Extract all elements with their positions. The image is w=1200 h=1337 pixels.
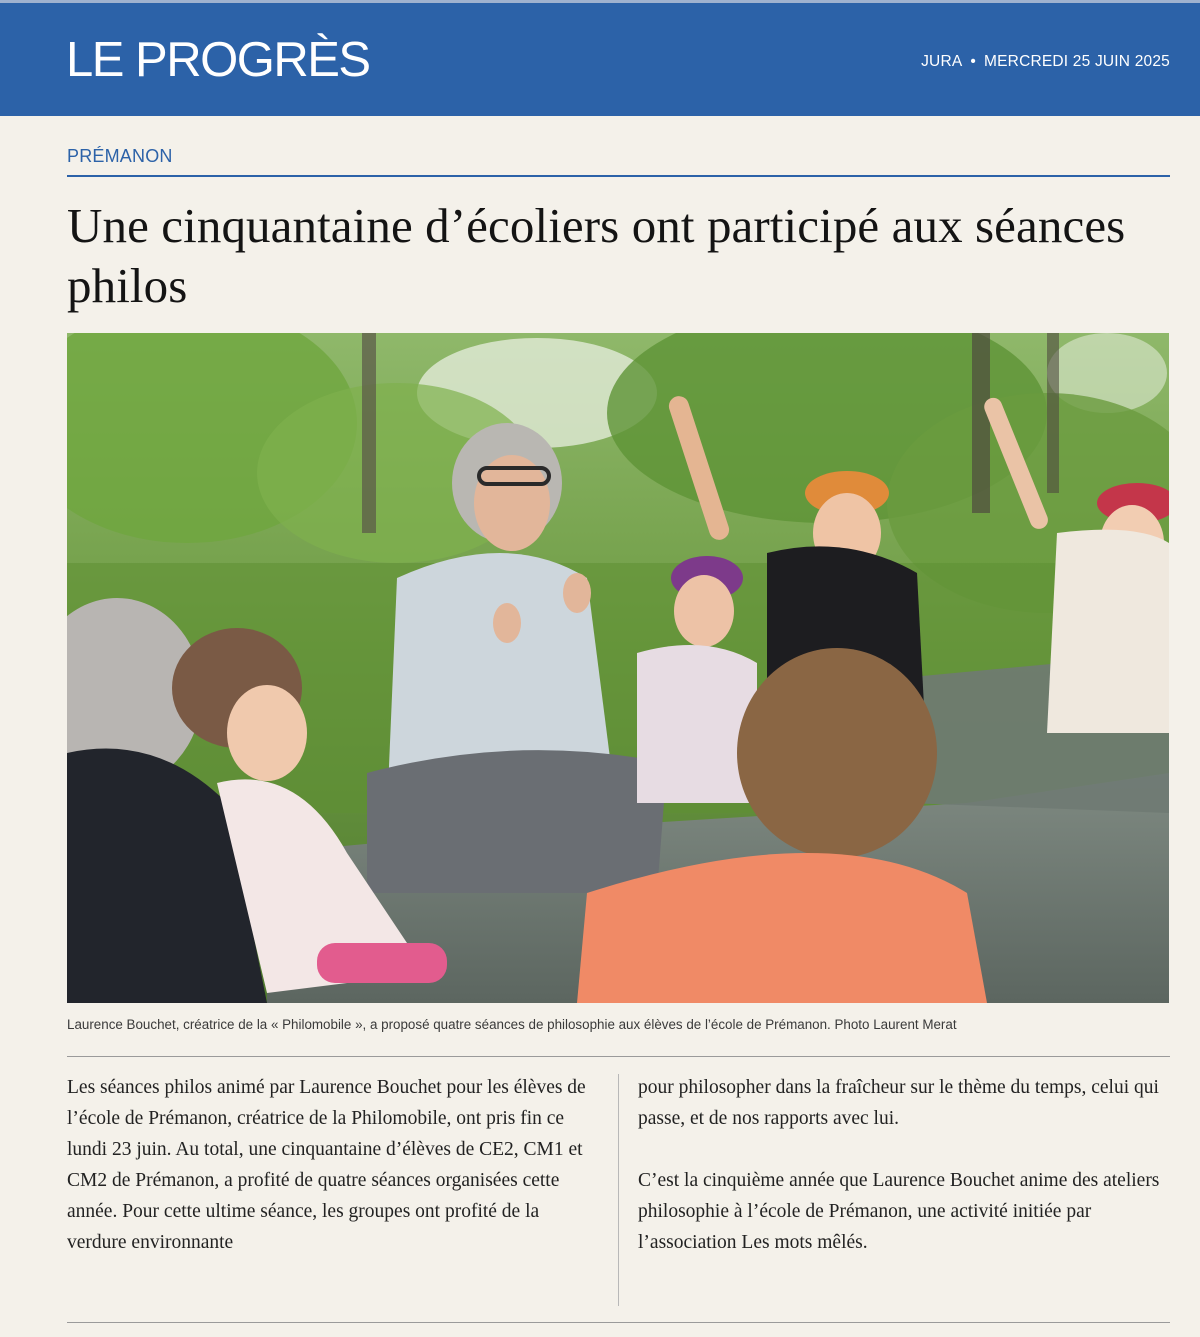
- bottom-divider: [67, 1322, 1170, 1323]
- column-divider: [618, 1074, 619, 1306]
- outdoor-philosophy-session-image: [67, 333, 1169, 1003]
- article-rubric[interactable]: PRÉMANON: [67, 146, 173, 166]
- body-paragraph: Les séances philos animé par Laurence Bouchet pour les élèves de l’école de Prémanon, créatrice de la Philomobile, ont pris fin ce lundi 23 juin. Au total, une cinquantaine d’élèves de CE2, CM1 et CM2 de Prémanon, a profité de quatre séances organisées cette année. Pour cette ultime séance, les groupes ont profité de la verdure environnante: [67, 1077, 586, 1253]
- article-body-left-column: [67, 1072, 592, 1289]
- article-photo: [67, 333, 1169, 1003]
- dateline-separator: •: [970, 53, 977, 70]
- edition-dateline: [921, 53, 1170, 71]
- article-body-right-column: [638, 1072, 1178, 1289]
- body-paragraph: C’est la cinquième année que Laurence Bouchet anime des ateliers philosophie à l’école de Prémanon, une activité initiée par l’association Les mots mêlés.: [638, 1170, 1160, 1253]
- edition-region: JURA: [921, 53, 963, 70]
- article-headline: Une cinquantaine d’écoliers ont participé aux séances philos: [67, 198, 1126, 313]
- photo-caption: Laurence Bouchet, créatrice de la « Philomobile », a proposé quatre séances de philosophie aux élèves de l’école de Prémanon. Photo Laurent Merat: [67, 1017, 957, 1032]
- newspaper-logo[interactable]: LE PROGRÈS: [66, 33, 370, 87]
- masthead: [0, 0, 1200, 116]
- body-paragraph: pour philosopher dans la fraîcheur sur le thème du temps, celui qui passe, et de nos rapports avec lui.: [638, 1077, 1159, 1129]
- rubric-divider: [67, 175, 1170, 177]
- caption-divider: [67, 1056, 1170, 1057]
- edition-date: MERCREDI 25 JUIN 2025: [984, 53, 1170, 70]
